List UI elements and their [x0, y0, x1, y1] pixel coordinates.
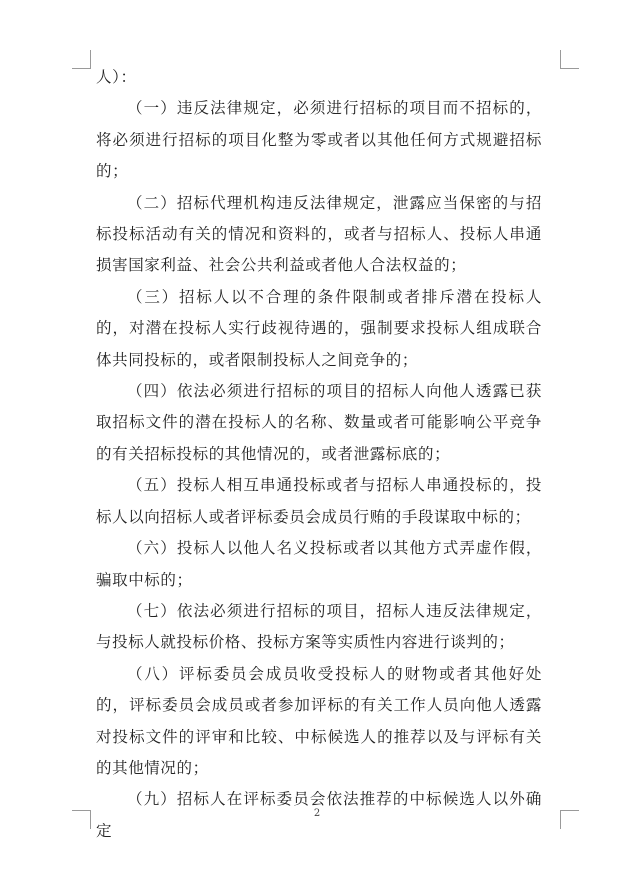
- document-body: [96, 62, 542, 847]
- paragraph-continuation: 人）：: [96, 68, 137, 86]
- paragraph-item-9: （九）招标人在评标委员会依法推荐的中标候选人以外确定: [96, 790, 542, 840]
- paragraph-item-5: （五）投标人相互串通投标或者与招标人串通投标的，投标人以向招标人或者评标委员会成员行贿的手段谋取中标的；: [96, 476, 542, 526]
- paragraph-item-6: （六）投标人以他人名义投标或者以其他方式弄虚作假，骗取中标的；: [96, 539, 542, 589]
- paragraph-item-8: （八）评标委员会成员收受投标人的财物或者其他好处的，评标委员会成员或者参加评标的有关工作人员向他人透露对投标文件的评审和比较、中标候选人的推荐以及与评标有关的其他情况的；: [96, 664, 542, 777]
- paragraph-item-1: （一）违反法律规定，必须进行招标的项目而不招标的，将必须进行招标的项目化整为零或者以其他任何方式规避招标的；: [96, 99, 542, 181]
- paragraph-item-4: （四）依法必须进行招标的项目的招标人向他人透露已获取招标文件的潜在投标人的名称、数量或者可能影响公平竞争的有关招标投标的其他情况的，或者泄露标底的；: [96, 382, 542, 463]
- crop-mark-top-right: [560, 50, 579, 69]
- paragraph-item-2: （二）招标代理机构违反法律规定，泄露应当保密的与招标投标活动有关的情况和资料的，或者与招标人、投标人串通损害国家利益、社会公共利益或者他人合法权益的；: [96, 193, 542, 275]
- page-number: 2: [313, 808, 321, 819]
- crop-mark-top-left: [72, 50, 91, 69]
- paragraph-item-3: （三）招标人以不合理的条件限制或者排斥潜在投标人的，对潜在投标人实行歧视待遇的，强制要求投标人组成联合体共同投标的，或者限制投标人之间竞争的；: [96, 287, 542, 369]
- paragraph-item-7: （七）依法必须进行招标的项目，招标人违反法律规定，与投标人就投标价格、投标方案等实质性内容进行谈判的；: [96, 601, 542, 652]
